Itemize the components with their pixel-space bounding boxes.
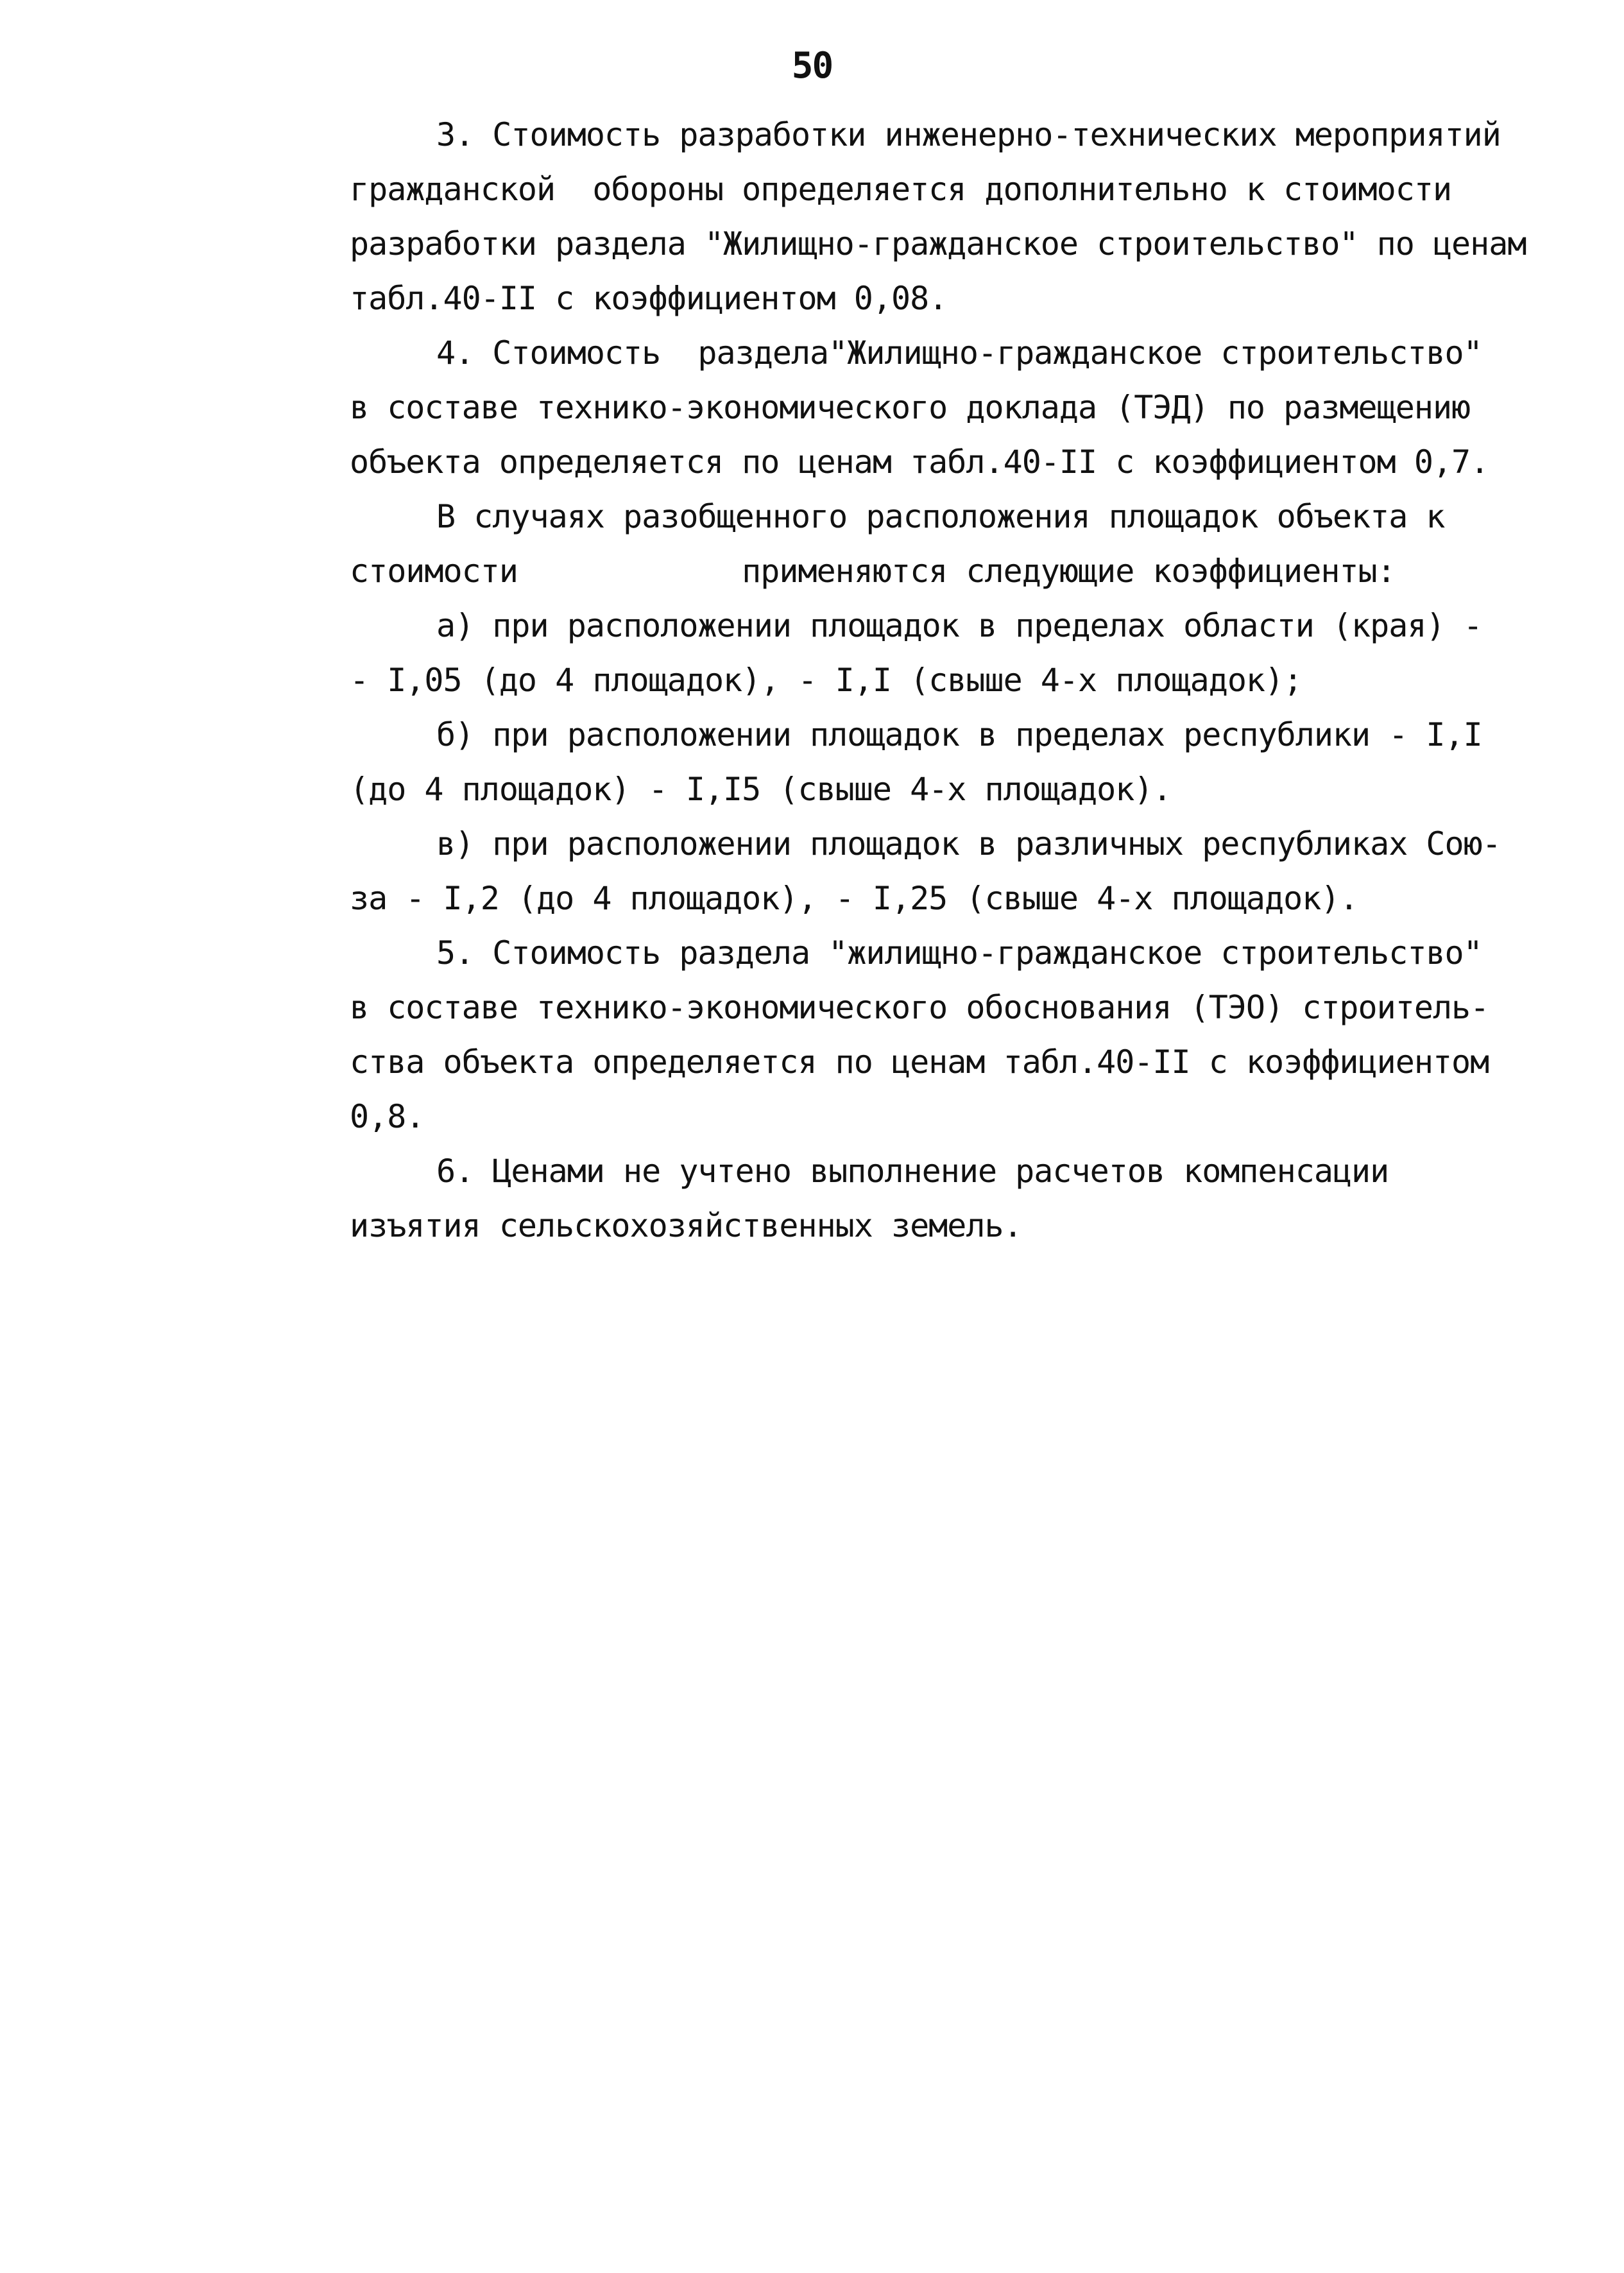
paragraph-3-line-1: 3. Стоимость разработки инженерно-технических мероприятий: [436, 116, 1501, 153]
item-b-line-2: (до 4 площадок) - I,I5 (свыше 4-х площадок).: [350, 771, 1172, 808]
item-v-line-2: за - I,2 (до 4 площадок), - I,25 (свыше 4-х площадок).: [350, 880, 1358, 917]
paragraph-3-line-2: гражданской обороны определяется дополнительно к стоимости: [350, 171, 1452, 208]
item-v-line-1: в) при расположении площадок в различных республиках Сою-: [436, 825, 1501, 862]
item-b-line-1: б) при расположении площадок в пределах республики - I,I: [436, 716, 1482, 753]
paragraph-5-line-4: 0,8.: [350, 1098, 425, 1135]
paragraph-6-line-1: 6. Ценами не учтено выполнение расчетов компенсации: [436, 1153, 1389, 1190]
paragraph-4b-line-2: стоимости применяются следующие коэффициенты:: [350, 553, 1396, 590]
paragraph-4-line-3: объекта определяется по ценам табл.40-II с коэффициентом 0,7.: [350, 443, 1489, 481]
item-a-line-2: - I,05 (до 4 площадок), - I,I (свыше 4-х площадок);: [350, 662, 1303, 699]
paragraph-4b-line-1: В случаях разобщенного расположения площадок объекта к: [436, 498, 1445, 535]
paragraph-4-line-1: 4. Стоимость раздела"Жилищно-гражданское строительство": [436, 334, 1482, 372]
page-number: 50: [791, 45, 833, 87]
item-a-line-1: а) при расположении площадок в пределах области (края) -: [436, 607, 1482, 644]
paragraph-5-line-2: в составе технико-экономического обоснования (ТЭО) строитель-: [350, 989, 1489, 1026]
paragraph-5-line-3: ства объекта определяется по ценам табл.40-II с коэффициентом: [350, 1043, 1489, 1081]
paragraph-3-line-3: разработки раздела "Жилищно-гражданское строительство" по ценам: [350, 225, 1526, 262]
paragraph-5-line-1: 5. Стоимость раздела "жилищно-гражданское строительство": [436, 934, 1482, 972]
paragraph-4-line-2: в составе технико-экономического доклада (ТЭД) по размещению: [350, 389, 1471, 426]
paragraph-6-line-2: изъятия сельскохозяйственных земель.: [350, 1207, 1022, 1244]
paragraph-3-line-4: табл.40-II с коэффициентом 0,08.: [350, 280, 948, 317]
